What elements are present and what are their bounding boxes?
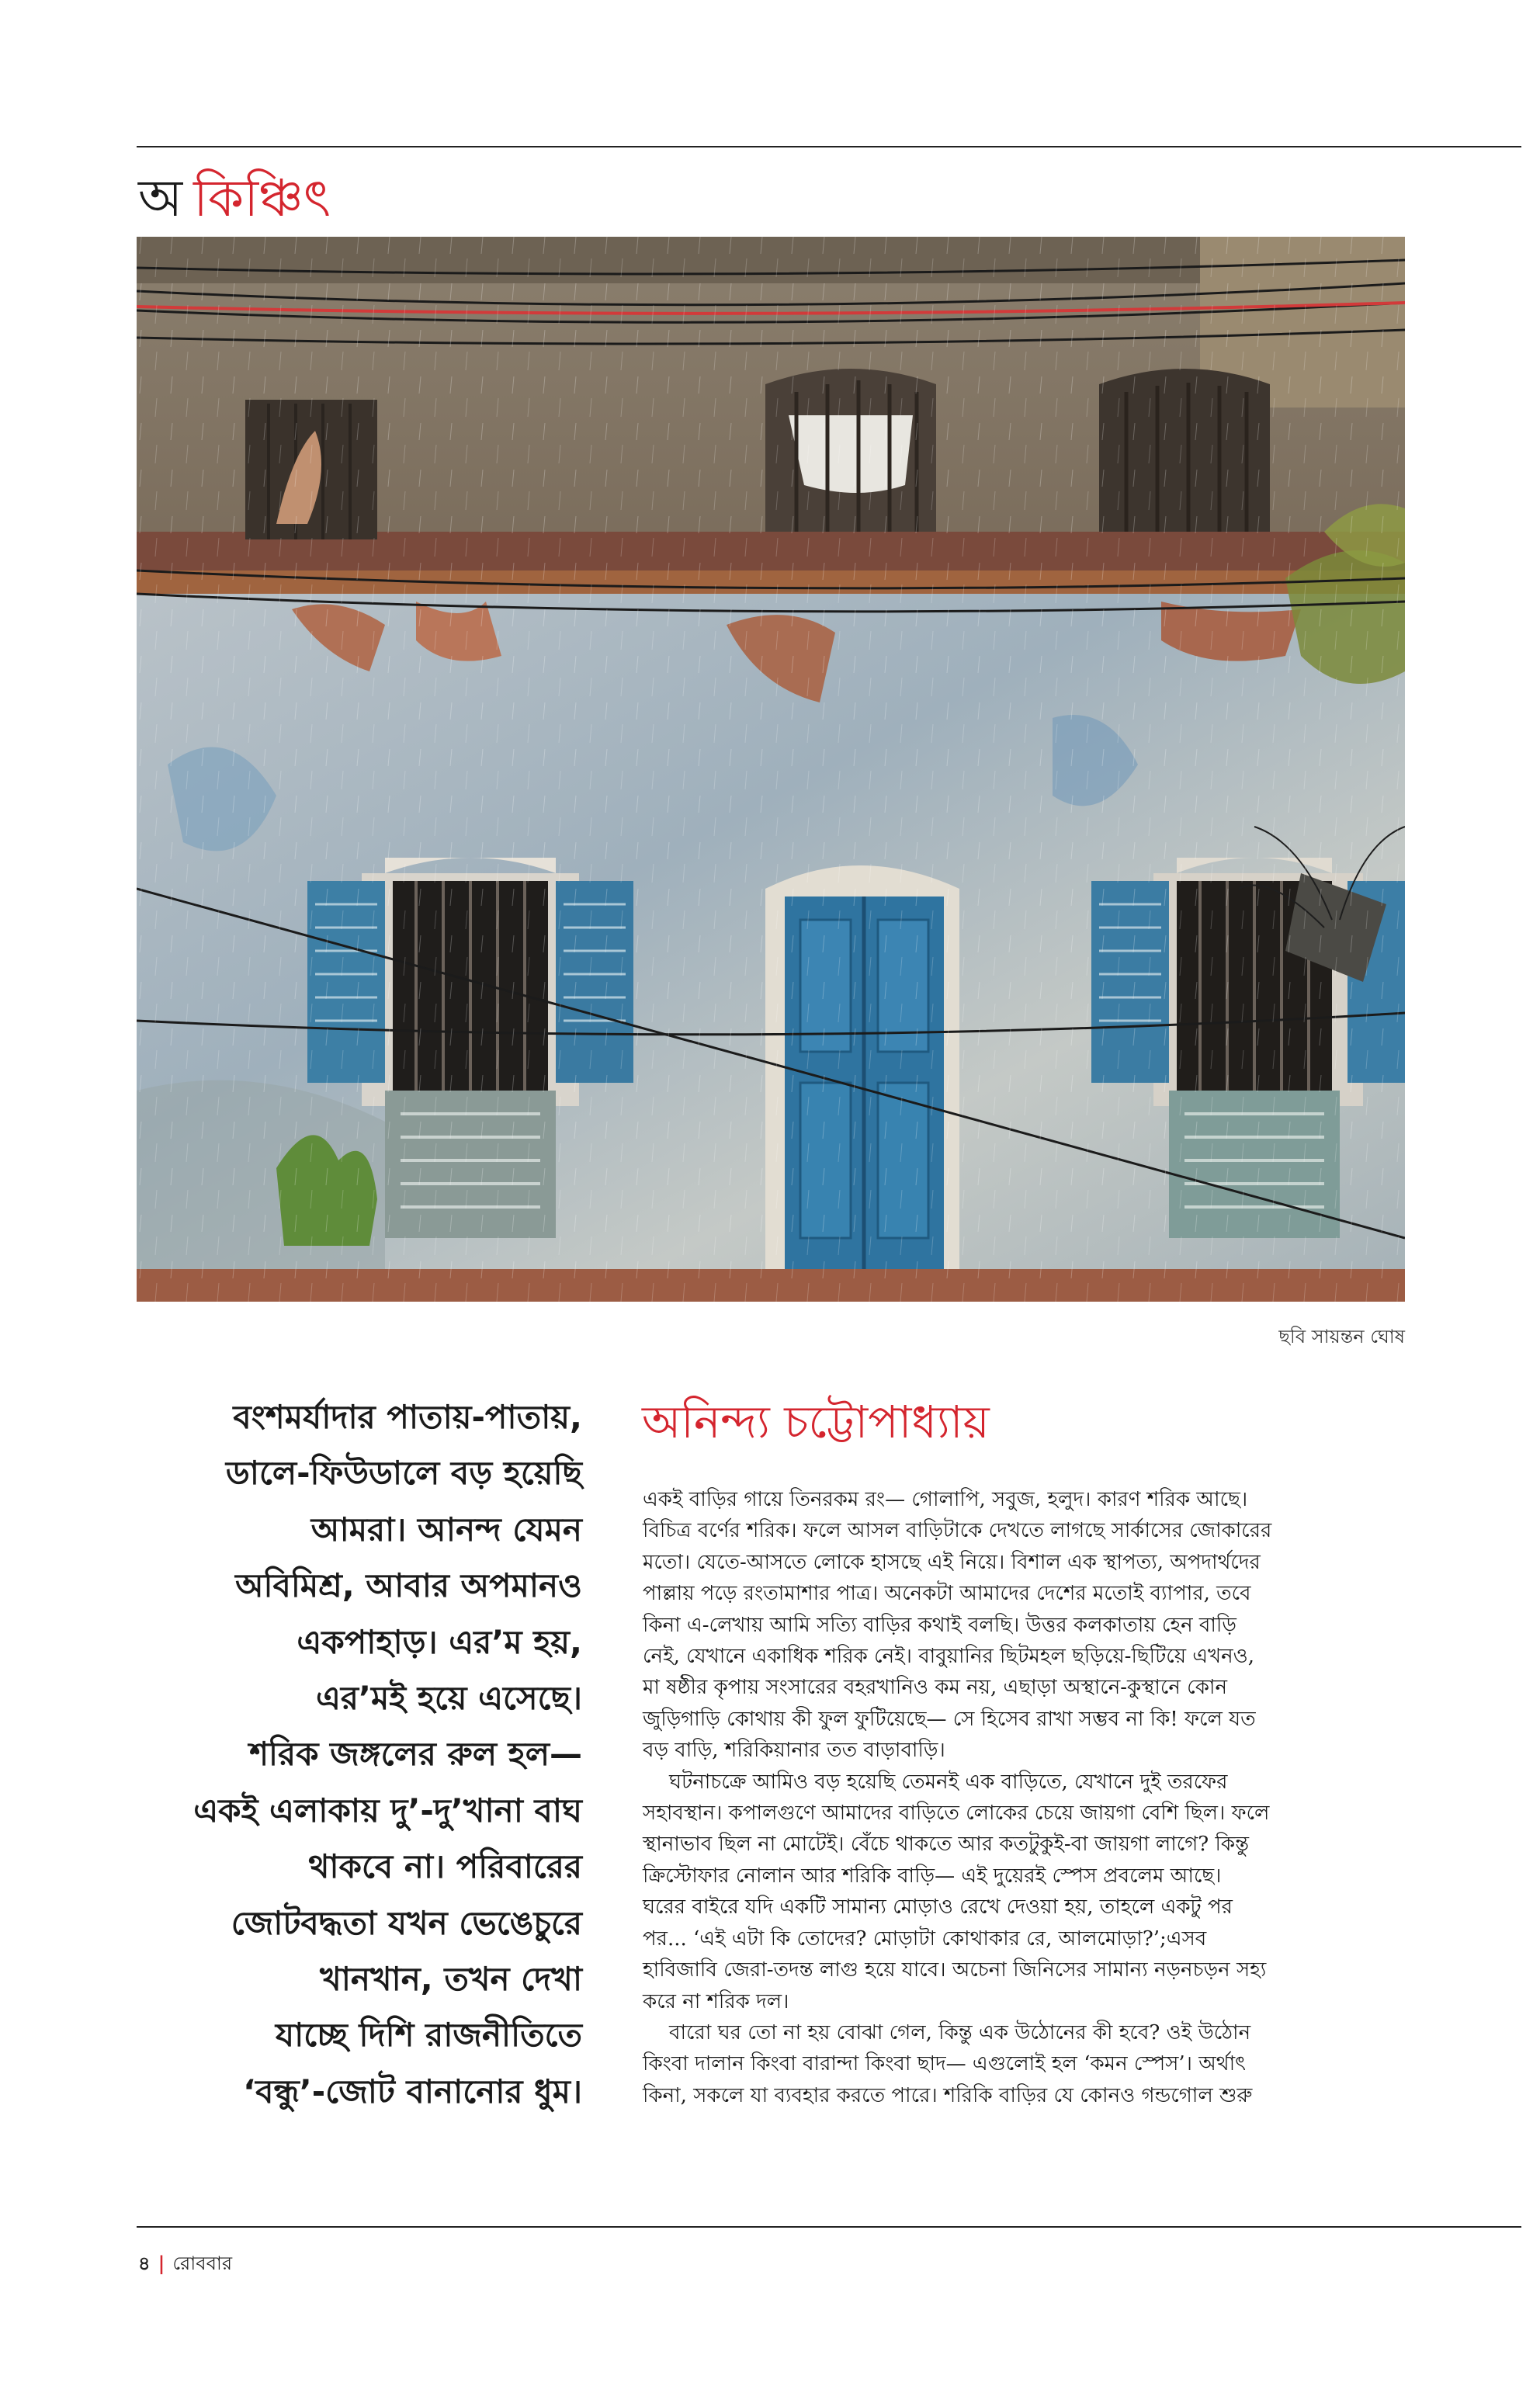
bottom-rule bbox=[137, 2226, 1521, 2228]
article-line: পাল্লায় পড়ে রংতামাশার পাত্র। অনেকটা আমাদের দেশের মতোই ব্যাপার, তবে bbox=[643, 1582, 1251, 1606]
top-rule bbox=[137, 146, 1521, 147]
article-line: সহাবস্থান। কপালগুণে আমাদের বাড়িতে লোকের চেয়ে জায়গা বেশি ছিল। ফলে bbox=[643, 1802, 1270, 1826]
footer-separator: | bbox=[158, 2252, 165, 2274]
pull-quote-line: একপাহাড়। এর’ম হয়, bbox=[297, 1622, 582, 1661]
article-line: কিনা এ-লেখায় আমি সত্যি বাড়ির কথাই বলছি। উত্তর কলকাতায় হেন বাড়ি bbox=[643, 1613, 1237, 1637]
pull-quote-line: খানখান, তখন দেখা bbox=[320, 1960, 582, 1999]
section-prefix: অ bbox=[138, 168, 183, 228]
article-body bbox=[643, 1484, 1388, 2111]
pull-quote-line: অবিমিশ্র, আবার অপমানও bbox=[235, 1566, 582, 1605]
article-line: মতো। যেতে-আসতে লোকে হাসছে এই নিয়ে। বিশাল এক স্থাপত্য, অপদার্থদের bbox=[643, 1550, 1261, 1574]
article-line: স্থানাভাব ছিল না মোটেই। বেঁচে থাকতে আর কতটুকুই-বা জায়গা লাগে? কিন্তু bbox=[643, 1833, 1250, 1857]
article-line: করে না শরিক দল। bbox=[643, 1989, 789, 2013]
author-byline: অনিন্দ্য চট্টোপাধ্যায় bbox=[642, 1396, 990, 1448]
pull-quote-line: ডালে-ফিউডালে বড় হয়েছি bbox=[225, 1454, 582, 1493]
article-line: বড় বাড়ি, শরিকিয়ানার তত বাড়াবাড়ি। bbox=[643, 1739, 945, 1763]
article-line: বারো ঘর তো না হয় বোঝা গেল, কিন্তু এক উঠোনের কী হবে? ওই উঠোন bbox=[669, 2020, 1251, 2044]
article-line: নেই, যেখানে একাধিক শরিক নেই। বাবুয়ানির ছিটমহল ছড়িয়ে-ছিটিয়ে এখনও, bbox=[643, 1645, 1255, 1669]
article-line: কিংবা দালান কিংবা বারান্দা কিংবা ছাদ— এগুলোই হল ‘কমন স্পেস’। অর্থাৎ bbox=[643, 2052, 1247, 2076]
article-line: হাবিজাবি জেরা-তদন্ত লাগু হয়ে যাবে। অচেনা জিনিসের সামান্য নড়নচড়ন সহ্য bbox=[643, 1958, 1267, 1982]
pull-quote-line: ‘বন্ধু’-জোট বানানোর ধুম। bbox=[243, 2072, 582, 2110]
article-line: একই বাড়ির গায়ে তিনরকম রং— গোলাপি, সবুজ, হলুদ। কারণ শরিক আছে। bbox=[643, 1488, 1248, 1511]
article-line: বিচিত্র বর্ণের শরিক। ফলে আসল বাড়িটাকে দেখতে লাগছে সার্কাসের জোকারের bbox=[643, 1519, 1272, 1543]
article-line: পর... ‘এই এটা কি তোদের? মোড়াটা কোথাকার রে, আলমোড়া?’;এসব bbox=[643, 1927, 1207, 1951]
pull-quote-line: একই এলাকায় দু’-দু’খানা বাঘ bbox=[193, 1791, 582, 1829]
page-number: ৪ bbox=[138, 2252, 151, 2274]
pull-quote-line: শরিক জঙ্গলের রুল হল— bbox=[249, 1735, 582, 1774]
photo-caption: ছবি সায়ন্তন ঘোষ bbox=[1278, 1326, 1405, 1347]
article-line: জুড়িগাড়ি কোথায় কী ফুল ফুটিয়েছে— সে হিসেব রাখা সম্ভব না কি! ফলে যত bbox=[643, 1707, 1256, 1731]
article-line: ক্রিস্টোফার নোলান আর শরিকি বাড়ি— এই দুয়েরই স্পেস প্রবলেম আছে। bbox=[643, 1864, 1222, 1888]
building-facade-photo bbox=[137, 237, 1405, 1302]
publication-name: রোববার bbox=[172, 2253, 233, 2274]
pull-quote-line: এর’মই হয়ে এসেছে। bbox=[315, 1679, 582, 1718]
article-line: কিনা, সকলে যা ব্যবহার করতে পারে। শরিকি বাড়ির যে কোনও গন্ডগোল শুরু bbox=[643, 2083, 1253, 2107]
pull-quote bbox=[137, 1389, 582, 2120]
pull-quote-line: জোটবদ্ধতা যখন ভেঙেচুরে bbox=[231, 1903, 582, 1942]
pull-quote-line: আমরা। আনন্দ যেমন bbox=[310, 1510, 582, 1549]
section-name: কিঞ্চিৎ bbox=[193, 168, 331, 228]
pull-quote-line: যাচ্ছে দিশি রাজনীতিতে bbox=[275, 2016, 582, 2055]
article-line: ঘরের বাইরে যদি একটি সামান্য মোড়াও রেখে দেওয়া হয়, তাহলে একটু পর bbox=[643, 1895, 1233, 1920]
section-heading bbox=[138, 168, 331, 230]
article-line: ঘটনাচক্রে আমিও বড় হয়েছি তেমনই এক বাড়িতে, যেখানে দুই তরফের bbox=[669, 1770, 1228, 1794]
pull-quote-line: বংশমর্যাদার পাতায়-পাতায়, bbox=[233, 1398, 582, 1436]
pull-quote-line: থাকবে না। পরিবারের bbox=[308, 1847, 582, 1886]
page-footer bbox=[138, 2249, 232, 2280]
article-line: মা ষষ্ঠীর কৃপায় সংসারের বহরখানিও কম নয়, এছাড়া অস্থানে-কুস্থানে কোন bbox=[643, 1676, 1227, 1700]
